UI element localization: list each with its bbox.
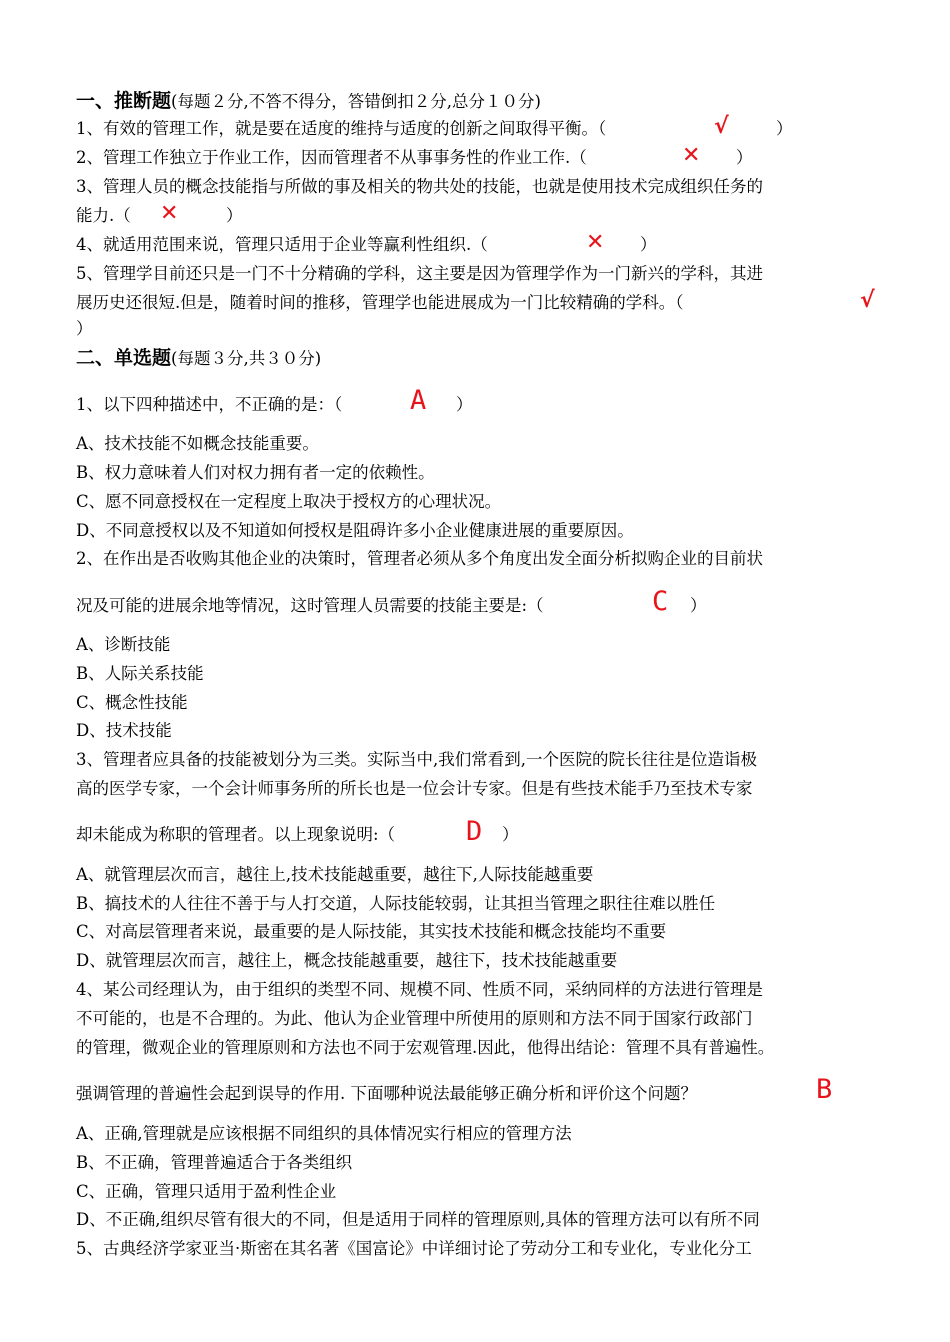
s2-q1-option-c: C、愿不同意授权在一定程度上取决于授权方的心理状况。 xyxy=(76,492,502,511)
s2-q2-option-a: A、诊断技能 xyxy=(76,635,171,654)
check-mark-icon: √ xyxy=(860,288,875,313)
s2-question-2-line-1: 2、在作出是否收购其他企业的决策时，管理者必须从多个角度出发全面分析拟购企业的目前状 xyxy=(76,549,763,568)
s2-question-3-line-2: 高的医学专家，一个会计师事务所的所长也是一位会计专家。但是有些技术能手乃至技术专家 xyxy=(76,779,753,798)
s2-q1-option-a: A、技术技能不如概念技能重要。 xyxy=(76,434,319,453)
s2-q2-stem: 况及可能的进展余地等情况，这时管理人员需要的技能主要是:（ xyxy=(76,596,544,615)
s2-question-4-line-4 xyxy=(76,1083,697,1105)
s1-question-5-line-3: ） xyxy=(76,319,93,338)
s2-q1-close: ） xyxy=(456,395,473,414)
s1-question-3-line-1: 3、管理人员的概念技能指与所做的事及相关的物共处的技能，也就是使用技术完成组织任务的 xyxy=(76,177,763,196)
s2-q2-close: ） xyxy=(690,596,707,615)
s2-q1-option-d: D、不同意授权以及不知道如何授权是阻碍许多小企业健康进展的重要原因。 xyxy=(76,521,634,540)
s2-q3-stem: 却未能成为称职的管理者。以上现象说明:（ xyxy=(76,825,396,844)
s1-q4-text: 4、就适用范围来说，管理只适用于企业等赢利性组织.（ xyxy=(76,235,488,254)
cross-mark-icon: ✕ xyxy=(682,143,701,168)
s2-q2-option-d: D、技术技能 xyxy=(76,721,172,740)
section-1-heading xyxy=(76,90,541,112)
s1-q3-text: 能力.（ xyxy=(76,206,131,225)
s2-q3-option-a: A、就管理层次而言，越往上,技术技能越重要，越往下,人际技能越重要 xyxy=(76,865,594,884)
cross-mark-icon: ✕ xyxy=(586,230,605,255)
s2-question-3-line-3 xyxy=(76,824,395,846)
s2-q2-option-b: B、人际关系技能 xyxy=(76,664,204,683)
section-2-heading xyxy=(76,347,321,369)
s1-question-5-line-2: 展历史还很短.但是，随着时间的推移，管理学也能进展成为一门比较精确的学科。（ xyxy=(76,293,684,312)
s2-q1-option-b: B、权力意味着人们对权力拥有者一定的依赖性。 xyxy=(76,463,435,482)
s1-q2-text: 2、管理工作独立于作业工作，因而管理者不从事事务性的作业工作.（ xyxy=(76,148,587,167)
section-1-note: (每题２分,不答不得分，答错倒扣２分,总分１０分) xyxy=(171,92,541,111)
s1-question-5-line-1: 5、管理学目前还只是一门不十分精确的学科，这主要是因为管理学作为一门新兴的学科，其进 xyxy=(76,264,763,283)
s2-q3-option-b: B、搞技术的人往往不善于与人打交道，人际技能较弱，让其担当管理之职往往难以胜任 xyxy=(76,894,716,913)
s2-q3-option-c: C、对高层管理者来说，最重要的是人际技能，其实技术技能和概念技能均不重要 xyxy=(76,922,667,941)
cross-mark-icon: ✕ xyxy=(160,201,179,226)
s2-q4-option-d: D、不正确,组织尽管有很大的不同，但是适用于同样的管理原则,具体的管理方法可以有所不同 xyxy=(76,1210,760,1229)
section-2-title: 二、单选题 xyxy=(76,347,172,369)
section-1-title: 一、推断题 xyxy=(76,90,172,112)
s2-question-4-line-2: 不可能的，也是不合理的。为此、他认为企业管理中所使用的原则和方法不同于国家行政部门 xyxy=(76,1009,753,1028)
s2-q4-option-b: B、不正确，管理普遍适合于各类组织 xyxy=(76,1153,353,1172)
s2-q3-option-d: D、就管理层次而言，越往上，概念技能越重要，越往下，技术技能越重要 xyxy=(76,951,618,970)
s1-question-2 xyxy=(76,147,587,169)
s2-question-5-line-1: 5、古典经济学家亚当·斯密在其名著《国富论》中详细讨论了劳动分工和专业化，专业化分工 xyxy=(76,1239,752,1258)
s2-question-3-line-1: 3、管理者应具备的技能被划分为三类。实际当中,我们常看到,一个医院的院长往往是位造诣极 xyxy=(76,750,757,769)
s2-q1-stem: 1、以下四种描述中，不正确的是：（ xyxy=(76,395,343,414)
s1-q1-text: 1、有效的管理工作，就是要在适度的维持与适度的创新之间取得平衡。（ xyxy=(76,119,607,138)
s1-question-1 xyxy=(76,118,606,140)
s1-q4-close: ） xyxy=(640,235,657,254)
s1-q3-close: ） xyxy=(226,206,243,225)
s2-q4-option-c: C、正确，管理只适用于盈利性企业 xyxy=(76,1182,337,1201)
check-mark-icon: √ xyxy=(714,114,729,139)
s2-q4-option-a: A、正确,管理就是应该根据不同组织的具体情况实行相应的管理方法 xyxy=(76,1124,572,1143)
answer-d-mark: D xyxy=(466,816,483,847)
answer-c-mark: C xyxy=(652,586,669,617)
s2-q4-stem: 强调管理的普遍性会起到误导的作用. 下面哪种说法最能够正确分析和评价这个问题？ xyxy=(76,1084,697,1103)
section-2-note: (每题３分,共３０分) xyxy=(171,349,322,368)
s1-question-3-line-2 xyxy=(76,205,131,227)
s1-question-4 xyxy=(76,234,488,256)
answer-b-mark: B xyxy=(816,1074,833,1105)
s2-question-4-line-3: 的管理，微观企业的管理原则和方法也不同于宏观管理.因此，他得出结论：管理不具有普遍性。 xyxy=(76,1038,775,1057)
s2-q3-close: ） xyxy=(502,825,519,844)
s1-q2-close: ） xyxy=(736,148,753,167)
s2-question-2-line-2 xyxy=(76,595,544,617)
s2-question-4-line-1: 4、某公司经理认为，由于组织的类型不同、规模不同、性质不同，采纳同样的方法进行管理是 xyxy=(76,980,763,999)
s2-question-1 xyxy=(76,394,342,416)
answer-a-mark: A xyxy=(410,385,427,416)
s1-q1-close: ） xyxy=(776,119,793,138)
s2-q2-option-c: C、概念性技能 xyxy=(76,693,188,712)
